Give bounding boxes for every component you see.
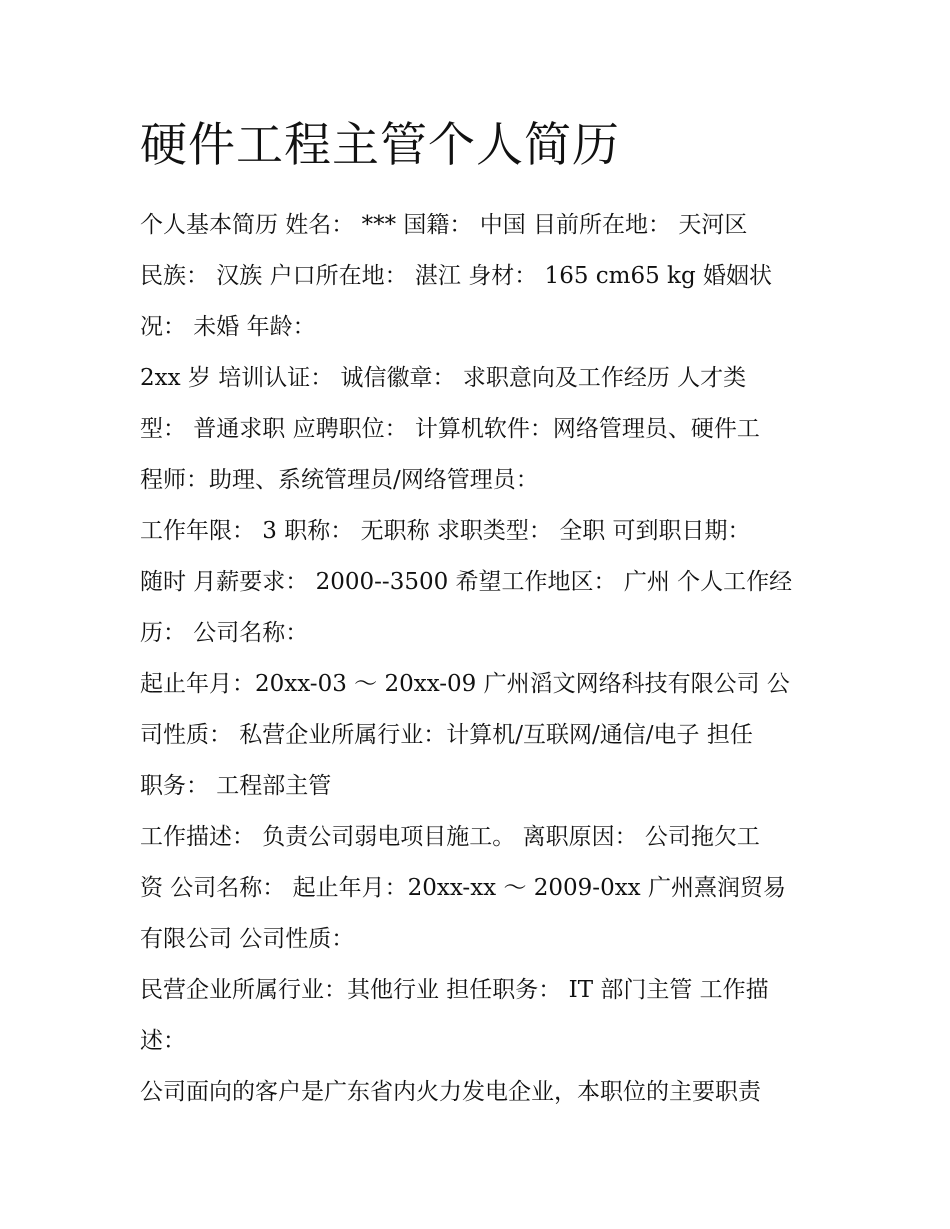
document-title: 硬件工程主管个人简历 xyxy=(140,118,620,173)
paragraph-job-intent xyxy=(140,353,812,506)
text-line: 个人基本简历 姓名： *** 国籍： 中国 目前所在地： 天河区 xyxy=(140,212,748,238)
text-line: 公司面向的客户是广东省内火力发电企业，本职位的主要职责 xyxy=(140,1079,761,1105)
paragraph-experience-1-description xyxy=(140,812,812,965)
text-line: 有限公司 公司性质： xyxy=(140,926,355,952)
paragraph-work-terms xyxy=(140,506,812,659)
text-line: 民营企业所属行业：其他行业 担任职务： IT 部门主管 工作描 xyxy=(140,977,769,1003)
text-line: 况： 未婚 年龄： xyxy=(140,314,316,340)
text-line: 型： 普通求职 应聘职位： 计算机软件：网络管理员、硬件工 xyxy=(140,416,760,442)
text-line: 职务： 工程部主管 xyxy=(140,773,332,799)
text-line: 民族： 汉族 户口所在地： 湛江 身材： 165 cm65 kg 婚姻状 xyxy=(140,263,773,289)
paragraph-basic-info xyxy=(140,200,812,353)
text-line: 述： xyxy=(140,1028,186,1054)
text-line: 起止年月：20xx-03 ～ 20xx-09 广州滔文网络科技有限公司 公 xyxy=(140,671,790,697)
text-line: 2xx 岁 培训认证： 诚信徽章： 求职意向及工作经历 人才类 xyxy=(140,365,747,391)
text-line: 工作年限： 3 职称： 无职称 求职类型： 全职 可到职日期： xyxy=(140,518,751,544)
paragraph-experience-1 xyxy=(140,659,812,812)
paragraph-experience-2 xyxy=(140,965,812,1067)
text-line: 工作描述： 负责公司弱电项目施工。 离职原因： 公司拖欠工 xyxy=(140,824,760,850)
text-line: 司性质： 私营企业所属行业：计算机/互联网/通信/电子 担任 xyxy=(140,722,753,748)
text-line: 随时 月薪要求： 2000--3500 希望工作地区： 广州 个人工作经 xyxy=(140,569,793,595)
text-line: 程师：助理、系统管理员/网络管理员： xyxy=(140,467,539,493)
text-line: 资 公司名称： 起止年月：20xx-xx ～ 2009-0xx 广州熹润贸易 xyxy=(140,875,786,901)
paragraph-experience-2-description xyxy=(140,1067,812,1118)
text-line: 历： 公司名称： xyxy=(140,620,309,646)
